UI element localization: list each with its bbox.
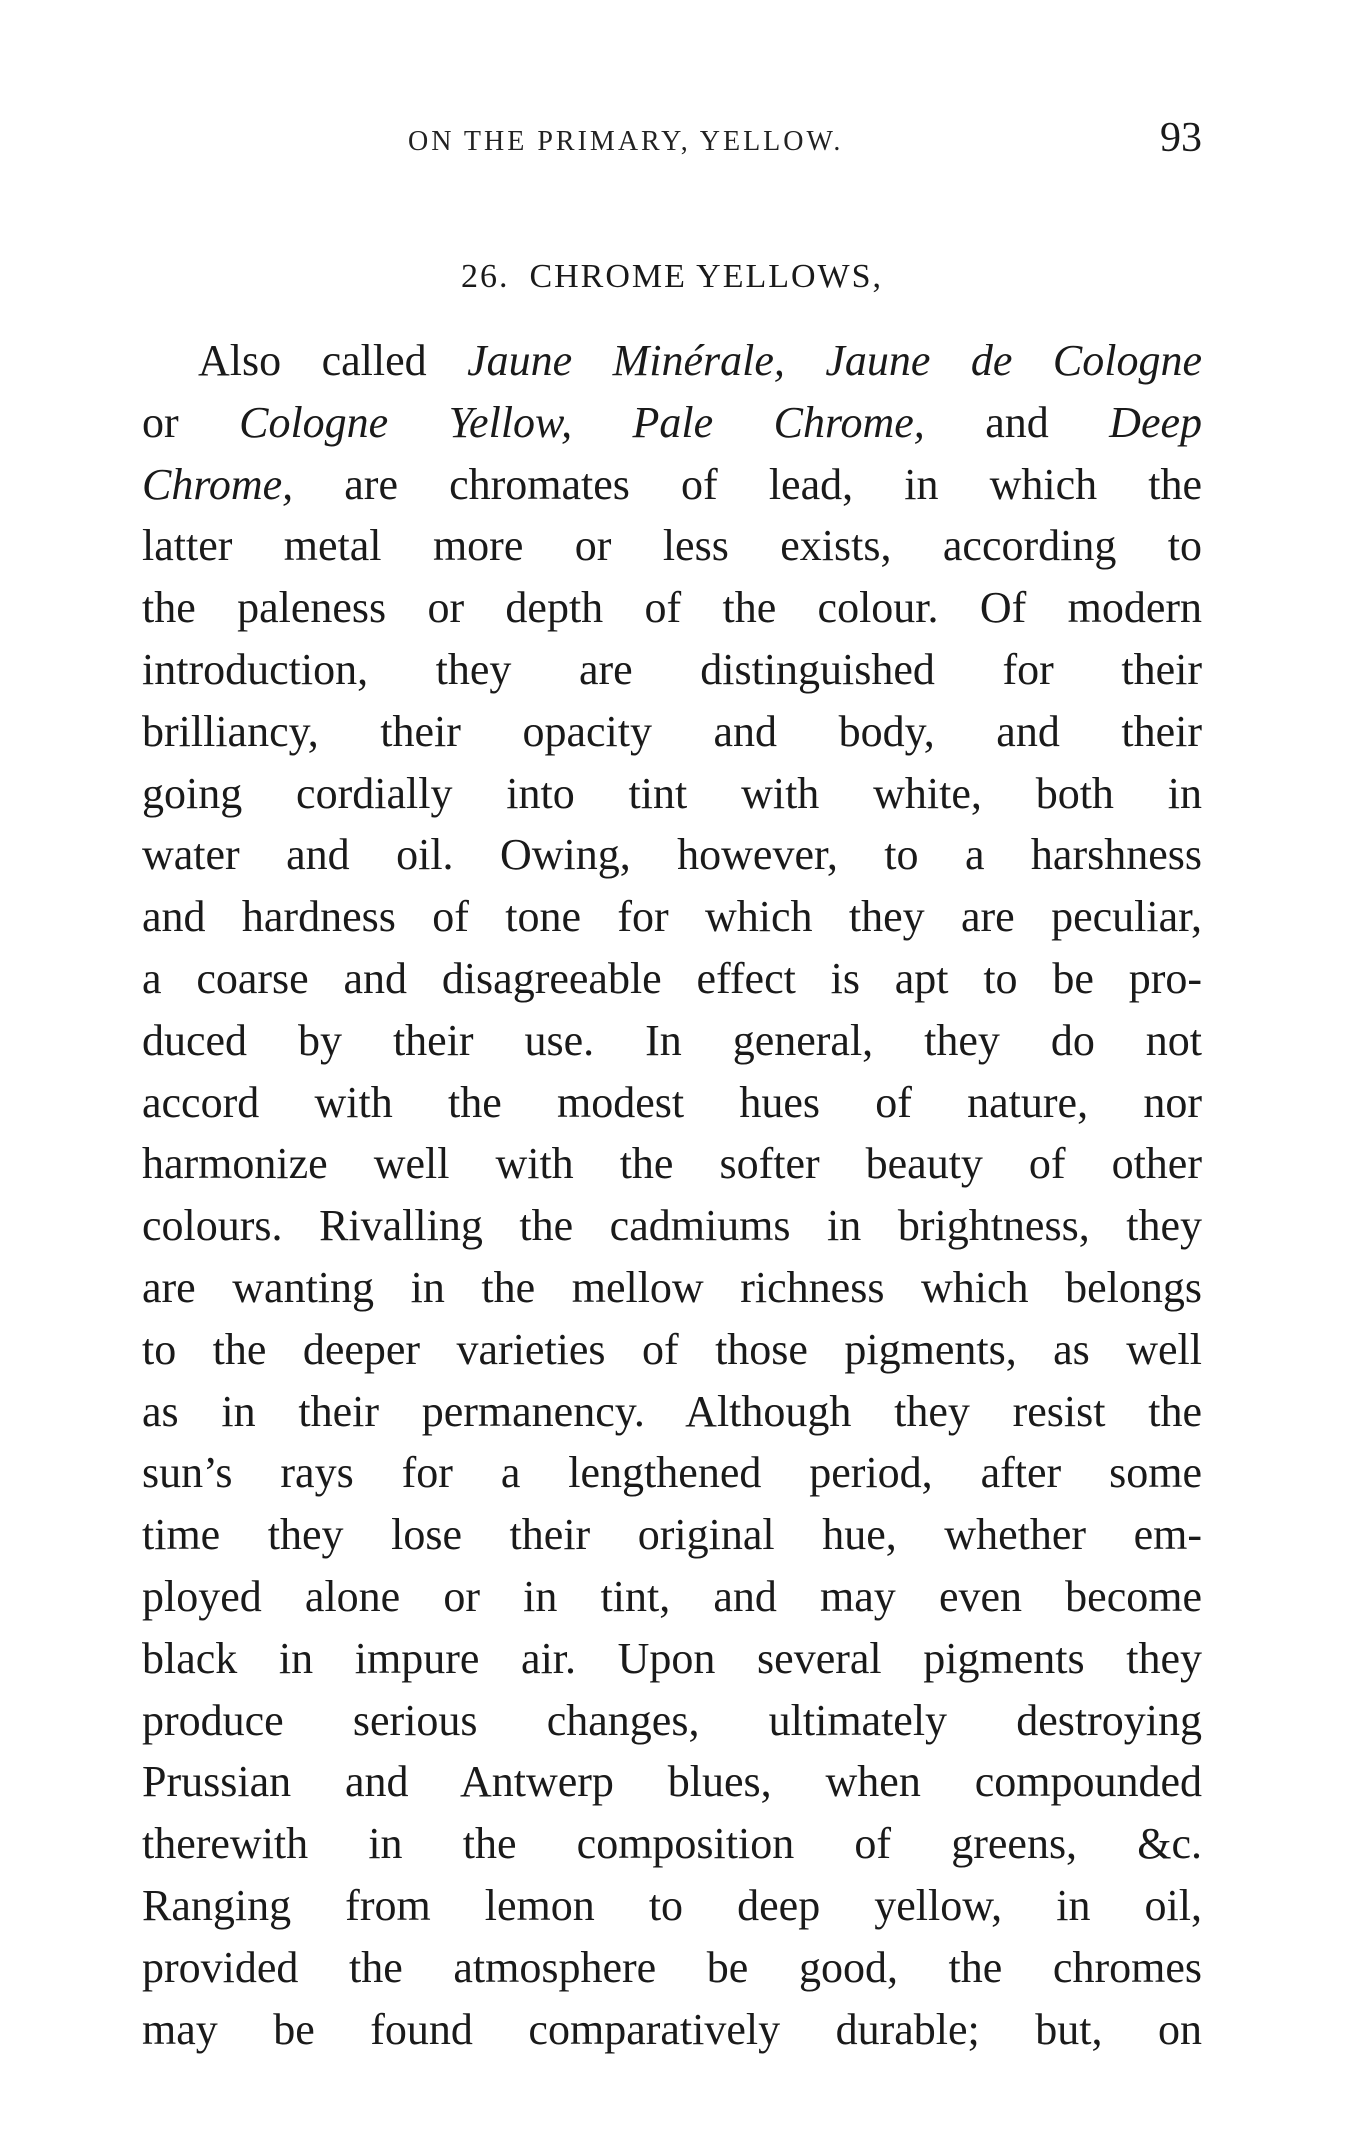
body-paragraph: [142, 330, 1202, 2060]
text-line: as in their permanency. Although they resist the: [142, 1386, 1202, 1436]
text-line: harmonize well with the softer beauty of other: [142, 1139, 1202, 1189]
text-line: [142, 454, 1202, 516]
text-line: going cordially into tint with white, both in: [142, 768, 1202, 818]
text-line: ployed alone or in tint, and may even become: [142, 1571, 1202, 1621]
running-title: ON THE PRIMARY, YELLOW.: [408, 126, 844, 157]
text-line: may be found comparatively durable; but, on: [142, 2004, 1202, 2054]
section-title: CHROME YELLOWS,: [529, 258, 884, 295]
section-heading: [142, 258, 1202, 296]
italic-term: Chrome,: [142, 459, 294, 509]
text-line: colours. Rivalling the cadmiums in brightness, they: [142, 1201, 1202, 1251]
text-line: black in impure air. Upon several pigments they: [142, 1633, 1202, 1683]
text-line: [142, 392, 1202, 454]
text-line: introduction, they are distinguished for their: [142, 644, 1202, 694]
section-number: 26.: [460, 258, 510, 295]
text-span: Also called: [198, 336, 427, 385]
text-line: time they lose their original hue, whether em-: [142, 1510, 1202, 1560]
text-line: a coarse and disagreeable effect is apt to be pro-: [142, 953, 1202, 1003]
running-head: [142, 115, 1202, 168]
page-number: 93: [1160, 115, 1202, 161]
text-line: to the deeper varieties of those pigments, as well: [142, 1324, 1202, 1374]
text-span: and: [985, 397, 1049, 447]
italic-term: Deep: [1109, 397, 1203, 447]
italic-term: Jaune Minérale, Jaune de Cologne: [467, 336, 1203, 385]
text-line: [142, 330, 1202, 392]
text-line: Prussian and Antwerp blues, when compounded: [142, 1757, 1202, 1807]
text-line: duced by their use. In general, they do not: [142, 1015, 1202, 1065]
text-line: therewith in the composition of greens, &c.: [142, 1819, 1202, 1869]
text-span: or: [142, 397, 179, 447]
text-line: latter metal more or less exists, according to: [142, 521, 1202, 571]
text-span: are chromates of lead, in which the: [344, 459, 1202, 509]
text-line: provided the atmosphere be good, the chromes: [142, 1942, 1202, 1992]
text-line: produce serious changes, ultimately destroying: [142, 1695, 1202, 1745]
text-line: water and oil. Owing, however, to a harshness: [142, 830, 1202, 880]
text-line: Ranging from lemon to deep yellow, in oil,: [142, 1880, 1202, 1930]
text-line: the paleness or depth of the colour. Of modern: [142, 583, 1202, 633]
italic-term: Cologne Yellow, Pale Chrome,: [239, 397, 925, 447]
text-line: brilliancy, their opacity and body, and their: [142, 706, 1202, 756]
text-line: sun’s rays for a lengthened period, after some: [142, 1448, 1202, 1498]
text-line: are wanting in the mellow richness which belongs: [142, 1262, 1202, 1312]
text-line: accord with the modest hues of nature, nor: [142, 1077, 1202, 1127]
text-line: and hardness of tone for which they are peculiar,: [142, 892, 1202, 942]
